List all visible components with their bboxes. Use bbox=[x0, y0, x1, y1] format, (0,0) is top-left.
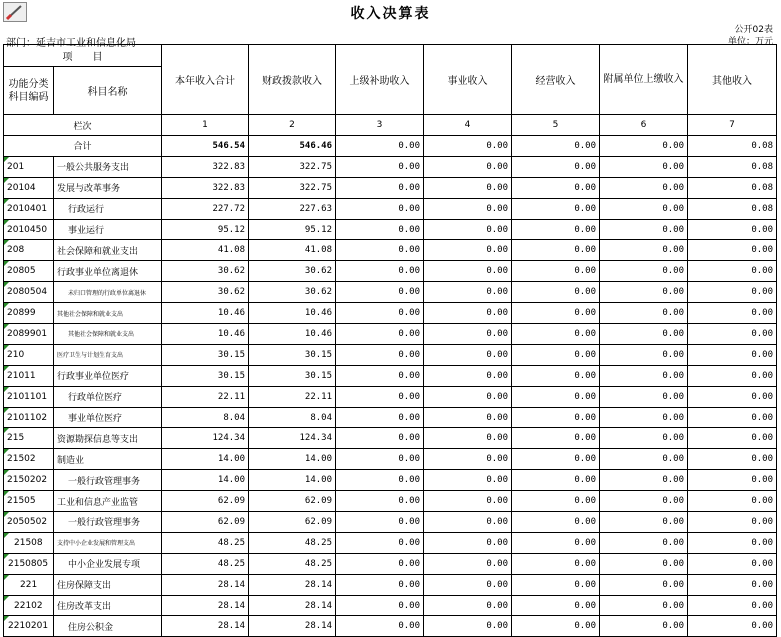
value-cell: 0.00 bbox=[512, 156, 600, 177]
value-cell: 0.00 bbox=[336, 240, 424, 261]
value-cell: 0.00 bbox=[600, 240, 688, 261]
value-cell: 0.00 bbox=[688, 574, 777, 595]
table-row bbox=[4, 386, 777, 407]
table-row bbox=[4, 198, 777, 219]
value-cell: 0.00 bbox=[600, 595, 688, 616]
value-cell: 0.00 bbox=[424, 344, 512, 365]
value-cell: 0.00 bbox=[424, 303, 512, 324]
value-cell: 0.00 bbox=[336, 595, 424, 616]
subject-name-cell: 发展与改革事务 bbox=[54, 177, 162, 198]
value-cell: 28.14 bbox=[249, 595, 336, 616]
value-cell: 0.00 bbox=[336, 428, 424, 449]
col-header-5: 经营收入 bbox=[512, 45, 600, 115]
value-cell: 0.00 bbox=[424, 512, 512, 533]
value-cell: 0.00 bbox=[512, 386, 600, 407]
value-cell: 0.00 bbox=[424, 219, 512, 240]
value-cell: 0.00 bbox=[424, 574, 512, 595]
value-cell: 0.00 bbox=[688, 512, 777, 533]
table-row bbox=[4, 449, 777, 470]
col-number: 5 bbox=[512, 115, 600, 136]
subject-name-cell: 一般公共服务支出 bbox=[54, 156, 162, 177]
value-cell: 0.00 bbox=[424, 324, 512, 345]
table-row bbox=[4, 303, 777, 324]
value-cell: 30.62 bbox=[162, 282, 249, 303]
value-cell: 0.00 bbox=[600, 282, 688, 303]
col-number: 6 bbox=[600, 115, 688, 136]
value-cell: 0.00 bbox=[512, 470, 600, 491]
table-row bbox=[4, 428, 777, 449]
function-code-cell: 20899 bbox=[4, 303, 54, 324]
table-row bbox=[4, 470, 777, 491]
value-cell: 0.00 bbox=[336, 512, 424, 533]
subject-name-cell: 行政事业单位医疗 bbox=[54, 365, 162, 386]
value-cell: 0.00 bbox=[688, 344, 777, 365]
subject-name-cell: 一般行政管理事务 bbox=[54, 470, 162, 491]
subject-name-cell: 行政单位医疗 bbox=[54, 386, 162, 407]
value-cell: 0.00 bbox=[336, 282, 424, 303]
value-cell: 0.00 bbox=[336, 198, 424, 219]
index-label: 栏次 bbox=[4, 115, 162, 136]
subject-name-cell: 社会保障和就业支出 bbox=[54, 240, 162, 261]
value-cell: 0.00 bbox=[512, 324, 600, 345]
page-title: 收入决算表 bbox=[350, 6, 431, 22]
function-code-cell: 2050502 bbox=[4, 512, 54, 533]
value-cell: 0.00 bbox=[688, 595, 777, 616]
value-cell: 0.00 bbox=[336, 324, 424, 345]
table-row bbox=[4, 324, 777, 345]
subject-name-cell: 一般行政管理事务 bbox=[54, 512, 162, 533]
subject-name-cell: 行政事业单位离退休 bbox=[54, 261, 162, 282]
value-cell: 0.00 bbox=[600, 553, 688, 574]
value-cell: 0.00 bbox=[424, 156, 512, 177]
value-cell: 0.00 bbox=[688, 365, 777, 386]
col-number: 2 bbox=[249, 115, 336, 136]
function-code-cell: 2101102 bbox=[4, 407, 54, 428]
value-cell: 0.00 bbox=[336, 365, 424, 386]
value-cell: 322.83 bbox=[162, 177, 249, 198]
value-cell: 0.00 bbox=[512, 240, 600, 261]
value-cell: 0.00 bbox=[424, 407, 512, 428]
value-cell: 62.09 bbox=[249, 491, 336, 512]
value-cell: 0.00 bbox=[424, 177, 512, 198]
total-cell: 0.00 bbox=[336, 136, 424, 157]
value-cell: 0.00 bbox=[512, 512, 600, 533]
subject-name-cell: 住房改革支出 bbox=[54, 595, 162, 616]
function-code-cell: 2150202 bbox=[4, 470, 54, 491]
table-row bbox=[4, 532, 777, 553]
function-code-cell: 21011 bbox=[4, 365, 54, 386]
function-code-cell: 2210201 bbox=[4, 616, 54, 637]
value-cell: 0.00 bbox=[336, 344, 424, 365]
value-cell: 0.00 bbox=[424, 386, 512, 407]
item-header: 项 目 bbox=[4, 45, 162, 67]
value-cell: 0.00 bbox=[336, 407, 424, 428]
table-row bbox=[4, 595, 777, 616]
value-cell: 0.00 bbox=[424, 449, 512, 470]
subject-name-cell: 工业和信息产业监管 bbox=[54, 491, 162, 512]
value-cell: 62.09 bbox=[162, 512, 249, 533]
table-row bbox=[4, 491, 777, 512]
value-cell: 10.46 bbox=[249, 324, 336, 345]
function-code-cell: 208 bbox=[4, 240, 54, 261]
value-cell: 0.00 bbox=[512, 177, 600, 198]
value-cell: 0.00 bbox=[600, 512, 688, 533]
value-cell: 0.00 bbox=[424, 595, 512, 616]
value-cell: 95.12 bbox=[249, 219, 336, 240]
value-cell: 322.83 bbox=[162, 156, 249, 177]
value-cell: 28.14 bbox=[162, 595, 249, 616]
value-cell: 28.14 bbox=[249, 574, 336, 595]
value-cell: 14.00 bbox=[162, 449, 249, 470]
function-code-cell: 2010401 bbox=[4, 198, 54, 219]
value-cell: 0.00 bbox=[512, 616, 600, 637]
value-cell: 0.00 bbox=[336, 553, 424, 574]
table-row bbox=[4, 574, 777, 595]
value-cell: 0.00 bbox=[512, 282, 600, 303]
value-cell: 30.62 bbox=[249, 282, 336, 303]
subject-name-cell: 中小企业发展专项 bbox=[54, 553, 162, 574]
value-cell: 0.00 bbox=[512, 365, 600, 386]
value-cell: 30.15 bbox=[162, 344, 249, 365]
value-cell: 0.00 bbox=[600, 219, 688, 240]
value-cell: 0.00 bbox=[336, 491, 424, 512]
value-cell: 22.11 bbox=[162, 386, 249, 407]
function-code-cell: 2150805 bbox=[4, 553, 54, 574]
value-cell: 227.63 bbox=[249, 198, 336, 219]
value-cell: 0.00 bbox=[688, 553, 777, 574]
table-row bbox=[4, 282, 777, 303]
col-header-4: 事业收入 bbox=[424, 45, 512, 115]
value-cell: 0.00 bbox=[600, 428, 688, 449]
value-cell: 0.00 bbox=[688, 240, 777, 261]
value-cell: 0.00 bbox=[424, 553, 512, 574]
value-cell: 0.00 bbox=[600, 470, 688, 491]
table-row bbox=[4, 219, 777, 240]
col-header-1: 本年收入合计 bbox=[162, 45, 249, 115]
value-cell: 0.00 bbox=[424, 365, 512, 386]
function-code-cell: 2010450 bbox=[4, 219, 54, 240]
total-label: 合计 bbox=[4, 136, 162, 157]
value-cell: 30.62 bbox=[162, 261, 249, 282]
form-code: 公开02表 bbox=[734, 25, 773, 35]
value-cell: 0.00 bbox=[336, 177, 424, 198]
value-cell: 0.00 bbox=[424, 470, 512, 491]
table-row bbox=[4, 240, 777, 261]
value-cell: 14.00 bbox=[249, 449, 336, 470]
value-cell: 0.00 bbox=[600, 574, 688, 595]
value-cell: 0.00 bbox=[336, 532, 424, 553]
value-cell: 0.00 bbox=[512, 407, 600, 428]
col-number: 1 bbox=[162, 115, 249, 136]
value-cell: 0.00 bbox=[688, 616, 777, 637]
value-cell: 10.46 bbox=[162, 324, 249, 345]
table-row bbox=[4, 407, 777, 428]
value-cell: 62.09 bbox=[249, 512, 336, 533]
value-cell: 0.00 bbox=[336, 470, 424, 491]
function-code-cell: 221 bbox=[4, 574, 54, 595]
value-cell: 322.75 bbox=[249, 156, 336, 177]
subject-name-cell: 事业运行 bbox=[54, 219, 162, 240]
value-cell: 0.00 bbox=[600, 532, 688, 553]
total-cell: 0.00 bbox=[600, 136, 688, 157]
value-cell: 30.15 bbox=[249, 365, 336, 386]
value-cell: 0.00 bbox=[688, 449, 777, 470]
value-cell: 30.62 bbox=[249, 261, 336, 282]
value-cell: 0.00 bbox=[512, 532, 600, 553]
total-cell: 546.46 bbox=[249, 136, 336, 157]
subject-name-cell: 行政运行 bbox=[54, 198, 162, 219]
value-cell: 0.00 bbox=[600, 407, 688, 428]
value-cell: 0.00 bbox=[600, 449, 688, 470]
value-cell: 95.12 bbox=[162, 219, 249, 240]
value-cell: 0.00 bbox=[336, 156, 424, 177]
value-cell: 30.15 bbox=[249, 344, 336, 365]
value-cell: 0.00 bbox=[688, 303, 777, 324]
value-cell: 48.25 bbox=[162, 532, 249, 553]
value-cell: 0.00 bbox=[600, 616, 688, 637]
function-code-cell: 21508 bbox=[4, 532, 54, 553]
table-row bbox=[4, 365, 777, 386]
value-cell: 48.25 bbox=[249, 532, 336, 553]
total-cell: 0.00 bbox=[512, 136, 600, 157]
value-cell: 0.00 bbox=[336, 574, 424, 595]
subject-name-cell: 事业单位医疗 bbox=[54, 407, 162, 428]
function-code-cell: 2089901 bbox=[4, 324, 54, 345]
subject-name-cell: 制造业 bbox=[54, 449, 162, 470]
subject-name-cell: 住房保障支出 bbox=[54, 574, 162, 595]
value-cell: 0.00 bbox=[688, 491, 777, 512]
col-header-3: 上级补助收入 bbox=[336, 45, 424, 115]
col-header-6: 附属单位上缴收入 bbox=[600, 45, 688, 115]
value-cell: 0.00 bbox=[424, 532, 512, 553]
department-label: 部门：延吉市工业和信息化局 bbox=[6, 38, 136, 49]
value-cell: 0.00 bbox=[336, 219, 424, 240]
table-row bbox=[4, 344, 777, 365]
value-cell: 0.00 bbox=[336, 449, 424, 470]
value-cell: 0.00 bbox=[600, 386, 688, 407]
value-cell: 0.00 bbox=[512, 303, 600, 324]
value-cell: 10.46 bbox=[162, 303, 249, 324]
value-cell: 48.25 bbox=[249, 553, 336, 574]
subject-name-cell: 支持中小企业发展和管理支出 bbox=[54, 532, 162, 553]
value-cell: 0.00 bbox=[512, 595, 600, 616]
value-cell: 0.08 bbox=[688, 156, 777, 177]
value-cell: 0.00 bbox=[424, 282, 512, 303]
value-cell: 48.25 bbox=[162, 553, 249, 574]
unit-label: 单位：万元 bbox=[727, 37, 773, 47]
total-cell: 0.00 bbox=[424, 136, 512, 157]
value-cell: 28.14 bbox=[249, 616, 336, 637]
value-cell: 0.00 bbox=[600, 156, 688, 177]
value-cell: 28.14 bbox=[162, 616, 249, 637]
function-code-cell: 22102 bbox=[4, 595, 54, 616]
value-cell: 0.00 bbox=[688, 407, 777, 428]
function-code-cell: 2080504 bbox=[4, 282, 54, 303]
value-cell: 0.00 bbox=[512, 261, 600, 282]
table-row bbox=[4, 553, 777, 574]
total-row bbox=[4, 136, 777, 157]
value-cell: 0.00 bbox=[424, 616, 512, 637]
value-cell: 10.46 bbox=[249, 303, 336, 324]
function-code-cell: 201 bbox=[4, 156, 54, 177]
value-cell: 30.15 bbox=[162, 365, 249, 386]
value-cell: 0.00 bbox=[424, 491, 512, 512]
value-cell: 0.00 bbox=[424, 240, 512, 261]
col-header-2: 财政拨款收入 bbox=[249, 45, 336, 115]
value-cell: 0.00 bbox=[600, 344, 688, 365]
value-cell: 0.00 bbox=[512, 344, 600, 365]
function-code-cell: 2101101 bbox=[4, 386, 54, 407]
value-cell: 0.00 bbox=[600, 324, 688, 345]
value-cell: 0.00 bbox=[424, 198, 512, 219]
value-cell: 0.00 bbox=[600, 177, 688, 198]
subject-name-cell: 未归口管理的行政单位离退休 bbox=[54, 282, 162, 303]
col-number: 3 bbox=[336, 115, 424, 136]
value-cell: 0.00 bbox=[688, 386, 777, 407]
subject-name-cell: 资源勘探信息等支出 bbox=[54, 428, 162, 449]
value-cell: 0.00 bbox=[424, 261, 512, 282]
value-cell: 0.00 bbox=[600, 261, 688, 282]
function-code-cell: 20104 bbox=[4, 177, 54, 198]
function-code-cell: 20805 bbox=[4, 261, 54, 282]
value-cell: 0.00 bbox=[688, 261, 777, 282]
func-code-header: 功能分类 科目编码 bbox=[4, 67, 54, 115]
value-cell: 0.00 bbox=[336, 386, 424, 407]
value-cell: 0.00 bbox=[424, 428, 512, 449]
value-cell: 0.00 bbox=[512, 574, 600, 595]
table-row bbox=[4, 261, 777, 282]
value-cell: 14.00 bbox=[162, 470, 249, 491]
value-cell: 0.00 bbox=[336, 616, 424, 637]
value-cell: 0.00 bbox=[688, 532, 777, 553]
income-table bbox=[3, 44, 777, 637]
table-row bbox=[4, 616, 777, 637]
value-cell: 28.14 bbox=[162, 574, 249, 595]
col-number: 7 bbox=[688, 115, 777, 136]
value-cell: 227.72 bbox=[162, 198, 249, 219]
value-cell: 62.09 bbox=[162, 491, 249, 512]
value-cell: 0.00 bbox=[688, 282, 777, 303]
function-code-cell: 210 bbox=[4, 344, 54, 365]
value-cell: 0.00 bbox=[512, 553, 600, 574]
value-cell: 0.00 bbox=[512, 428, 600, 449]
value-cell: 322.75 bbox=[249, 177, 336, 198]
subject-name-cell: 其他社会保障和就业支出 bbox=[54, 324, 162, 345]
value-cell: 0.00 bbox=[600, 491, 688, 512]
value-cell: 0.00 bbox=[600, 303, 688, 324]
value-cell: 0.00 bbox=[512, 449, 600, 470]
value-cell: 0.00 bbox=[600, 198, 688, 219]
value-cell: 0.00 bbox=[512, 198, 600, 219]
value-cell: 0.08 bbox=[688, 198, 777, 219]
value-cell: 0.00 bbox=[688, 324, 777, 345]
value-cell: 14.00 bbox=[249, 470, 336, 491]
value-cell: 0.00 bbox=[600, 365, 688, 386]
value-cell: 0.00 bbox=[336, 261, 424, 282]
value-cell: 41.08 bbox=[249, 240, 336, 261]
value-cell: 124.34 bbox=[162, 428, 249, 449]
total-cell: 546.54 bbox=[162, 136, 249, 157]
value-cell: 22.11 bbox=[249, 386, 336, 407]
function-code-cell: 215 bbox=[4, 428, 54, 449]
value-cell: 124.34 bbox=[249, 428, 336, 449]
value-cell: 8.04 bbox=[249, 407, 336, 428]
function-code-cell: 21502 bbox=[4, 449, 54, 470]
subject-name-cell: 住房公积金 bbox=[54, 616, 162, 637]
col-number: 4 bbox=[424, 115, 512, 136]
value-cell: 41.08 bbox=[162, 240, 249, 261]
subject-name-cell: 医疗卫生与计划生育支出 bbox=[54, 344, 162, 365]
value-cell: 0.00 bbox=[688, 470, 777, 491]
value-cell: 0.00 bbox=[512, 219, 600, 240]
table-row bbox=[4, 177, 777, 198]
total-cell: 0.08 bbox=[688, 136, 777, 157]
subject-name-header: 科目名称 bbox=[54, 67, 162, 115]
value-cell: 0.00 bbox=[336, 303, 424, 324]
table-row bbox=[4, 512, 777, 533]
function-code-cell: 21505 bbox=[4, 491, 54, 512]
value-cell: 0.00 bbox=[512, 491, 600, 512]
value-cell: 0.00 bbox=[688, 219, 777, 240]
value-cell: 8.04 bbox=[162, 407, 249, 428]
table-row bbox=[4, 156, 777, 177]
subject-name-cell: 其他社会保障和就业支出 bbox=[54, 303, 162, 324]
col-header-7: 其他收入 bbox=[688, 45, 777, 115]
value-cell: 0.08 bbox=[688, 177, 777, 198]
value-cell: 0.00 bbox=[688, 428, 777, 449]
